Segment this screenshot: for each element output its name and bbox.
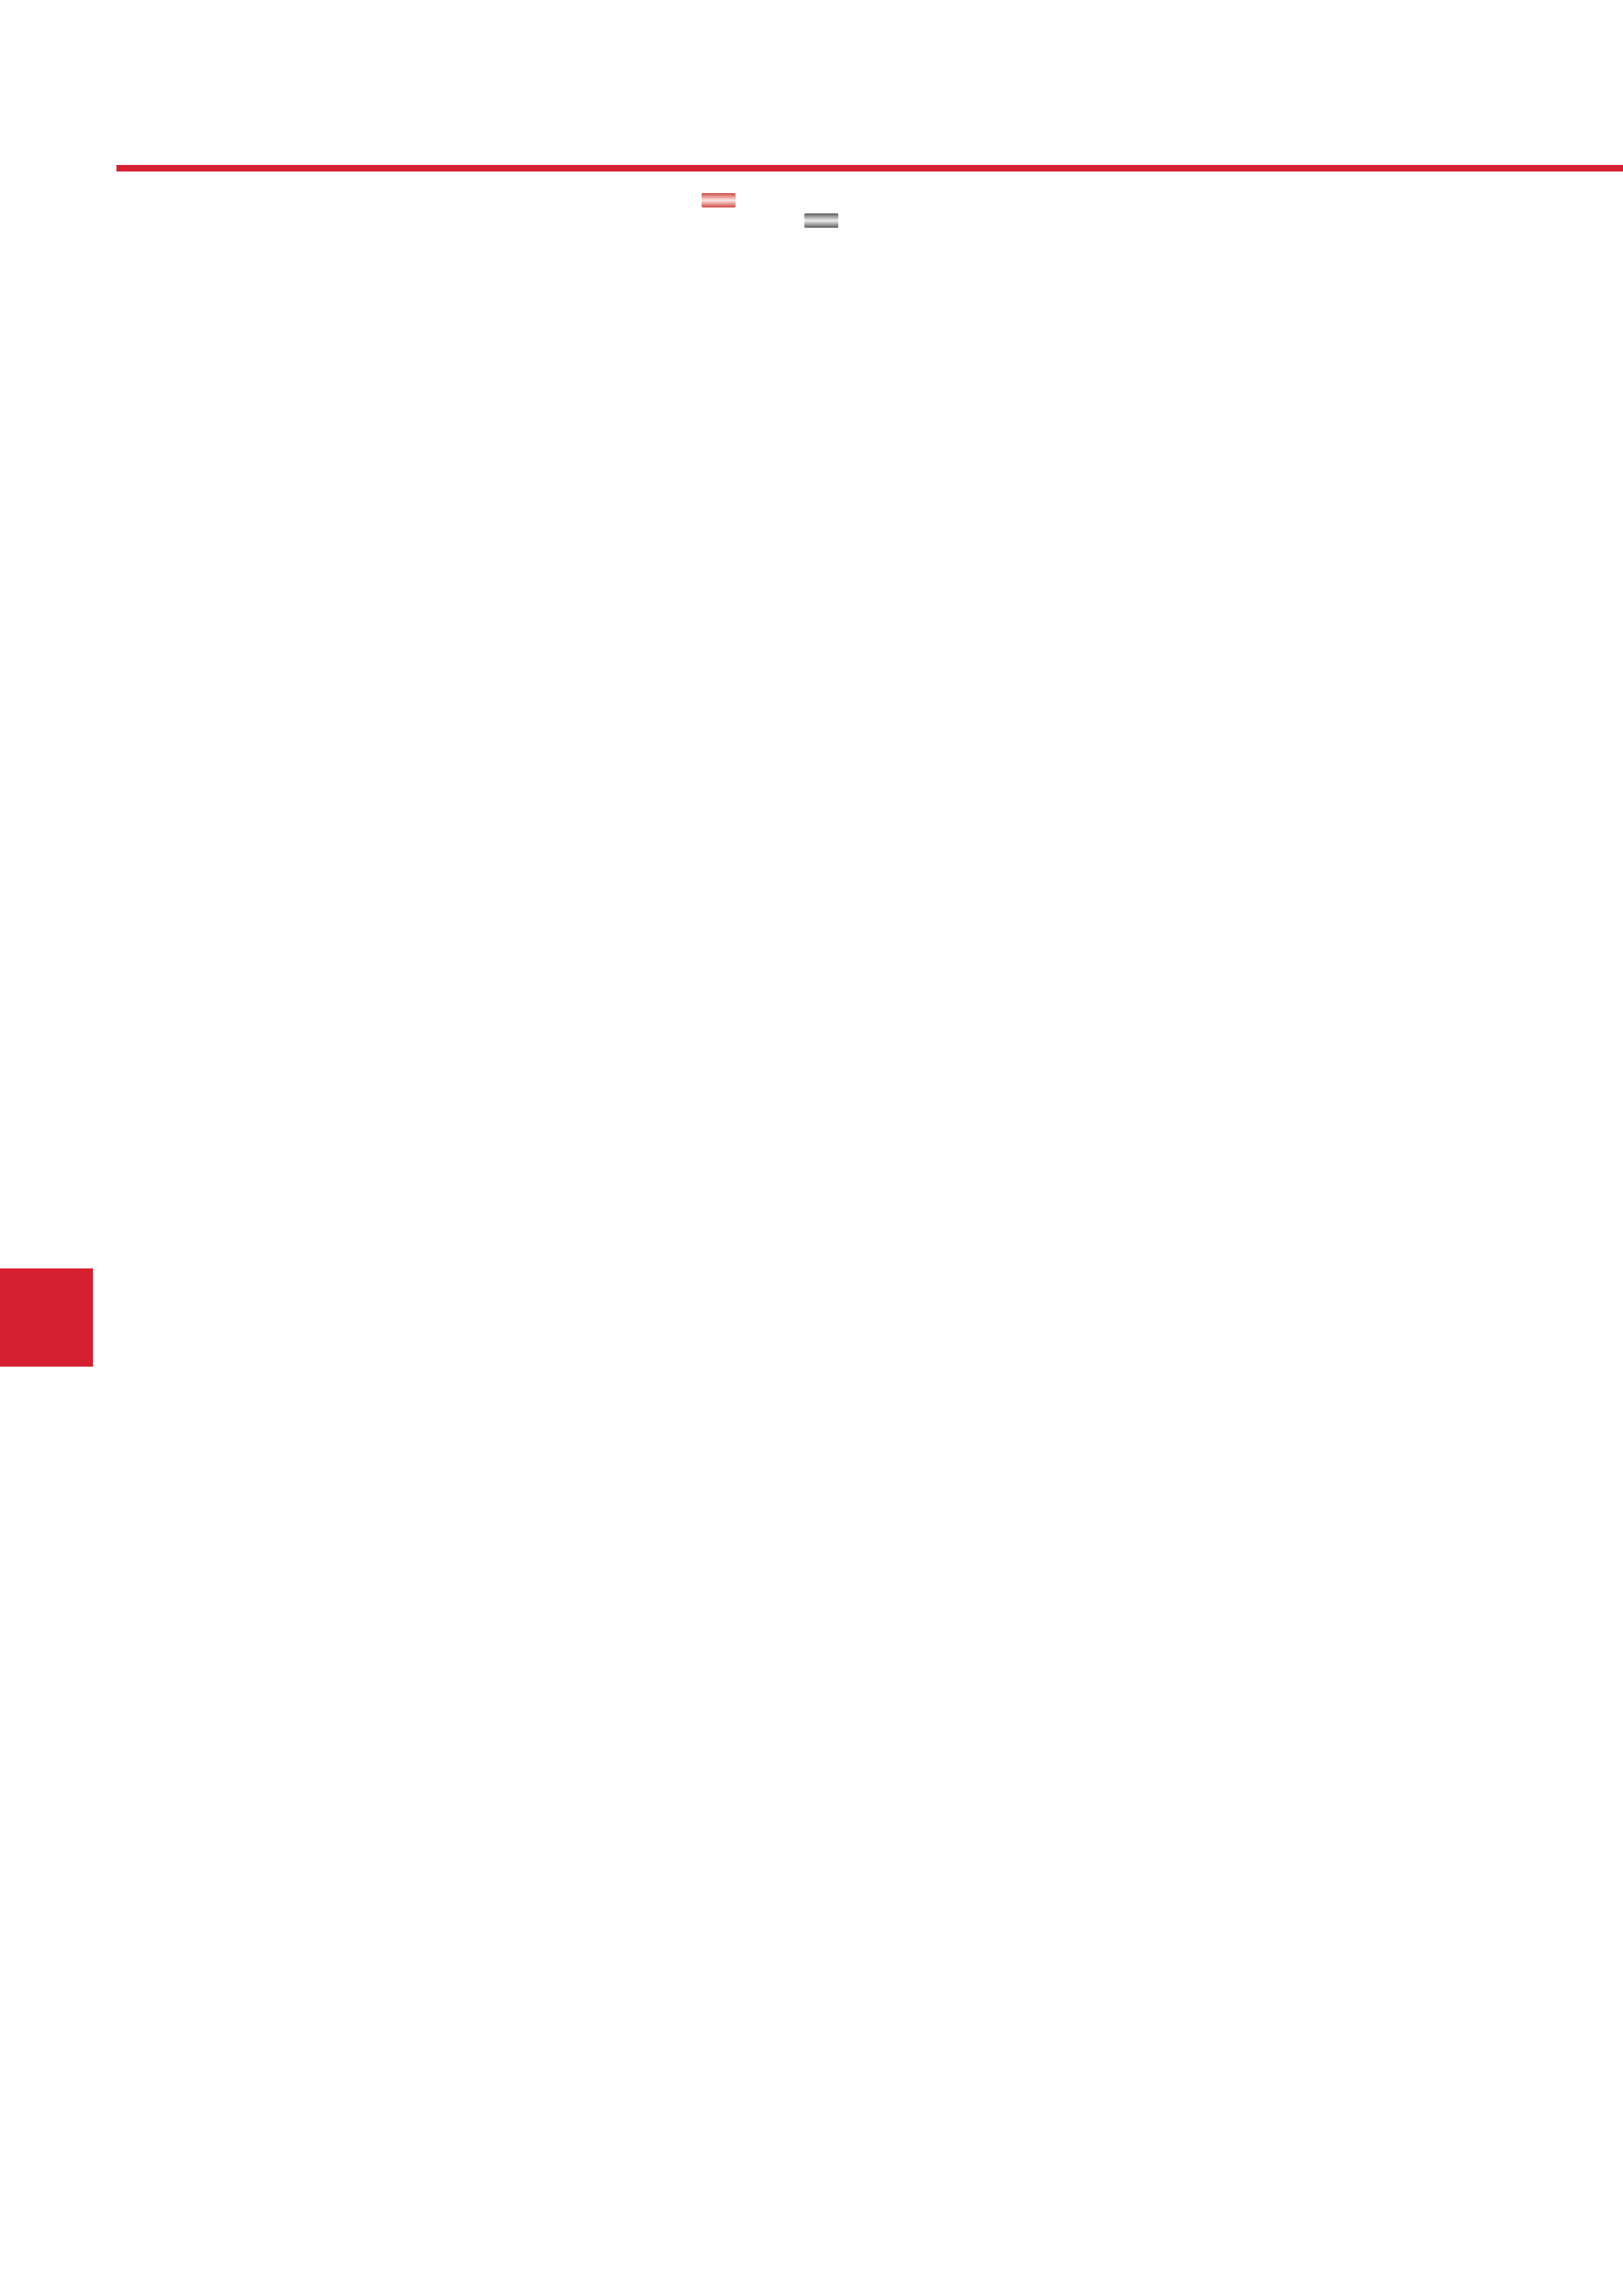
unshaded-swatch <box>804 213 838 228</box>
note-line-2 <box>699 210 841 230</box>
notes <box>699 190 841 230</box>
title-rule <box>116 165 1623 171</box>
shaded-swatch <box>702 193 736 207</box>
note-line-1 <box>699 190 841 210</box>
chapter-tab <box>0 1268 93 1367</box>
